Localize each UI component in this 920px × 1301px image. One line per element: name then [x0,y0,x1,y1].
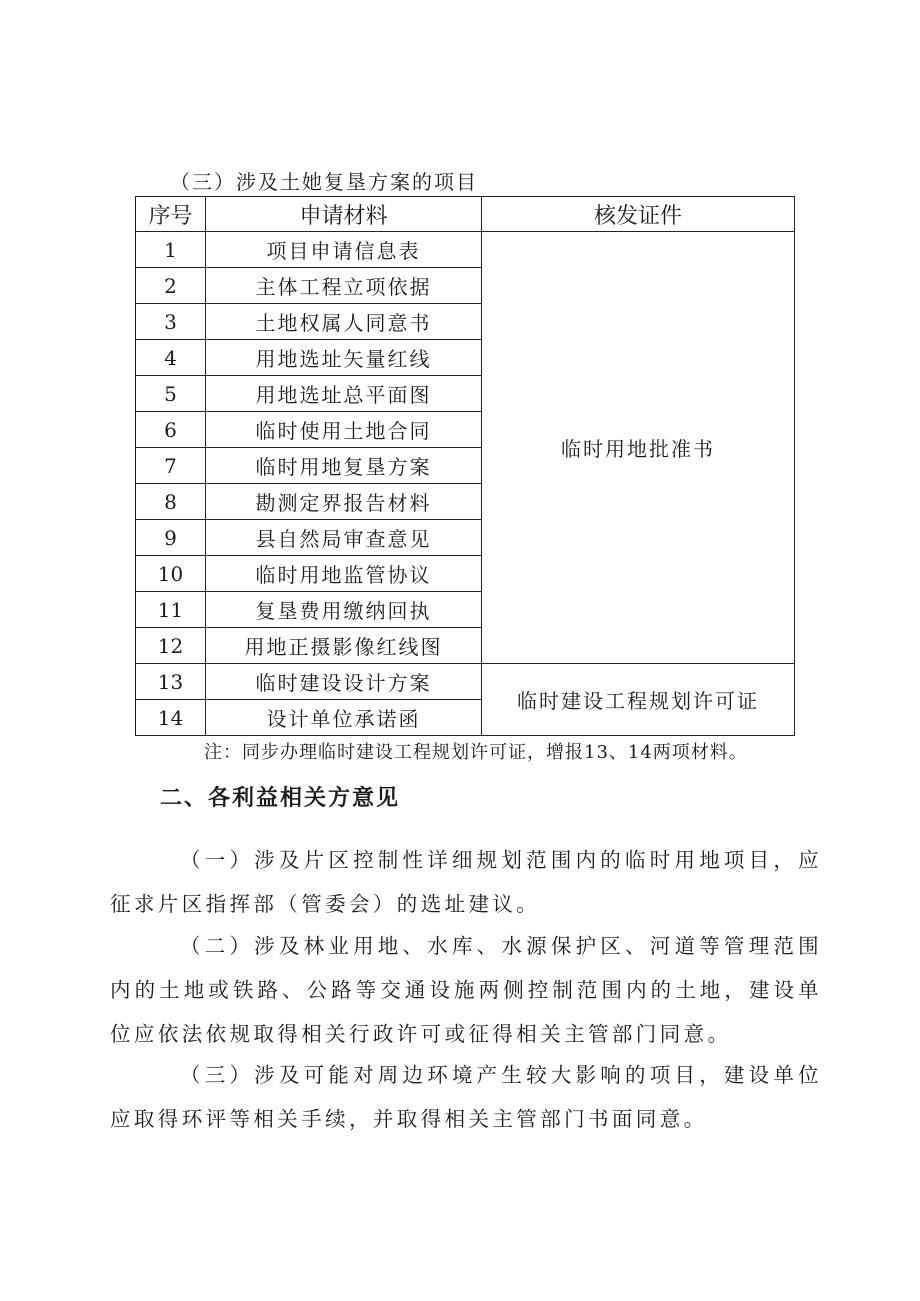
row-material: 用地正摄影像红线图 [206,628,482,664]
section-caption: （三）涉及土她复垦方案的项目 [170,170,478,194]
paragraph-3: （三）涉及可能对周边环境产生较大影响的项目，建设单位应取得环评等相关手续，并取得相关主管部门书面同意。 [110,1062,822,1131]
row-number: 5 [136,376,206,412]
row-number: 6 [136,412,206,448]
row-material: 用地选址矢量红线 [206,340,482,376]
row-number: 3 [136,304,206,340]
row-material: 用地选址总平面图 [206,376,482,412]
table-note: 注：同步办理临时建设工程规划许可证，增报13、14两项材料。 [204,742,748,763]
row-number: 7 [136,448,206,484]
section-heading: 二、各利益相关方意见 [160,786,401,811]
row-material: 临时用地监管协议 [206,556,482,592]
row-number: 11 [136,592,206,628]
certificate-temporary-construction-permit: 临时建设工程规划许可证 [482,664,795,736]
table-row [136,664,795,700]
row-number: 12 [136,628,206,664]
row-material: 主体工程立项依据 [206,268,482,304]
certificate-temporary-land-approval: 临时用地批准书 [482,232,795,664]
row-material: 临时用地复垦方案 [206,448,482,484]
row-material: 临时建设设计方案 [206,664,482,700]
row-number: 4 [136,340,206,376]
row-number: 9 [136,520,206,556]
row-number: 2 [136,268,206,304]
row-material: 临时使用土地合同 [206,412,482,448]
row-number: 10 [136,556,206,592]
row-material: 复垦费用缴纳回执 [206,592,482,628]
row-material: 设计单位承诺函 [206,700,482,736]
paragraph-1: （一）涉及片区控制性详细规划范围内的临时用地项目，应征求片区指挥部（管委会）的选址建议。 [110,847,822,916]
row-material: 县自然局审查意见 [206,520,482,556]
row-number: 8 [136,484,206,520]
table-row [136,232,795,268]
row-number: 13 [136,664,206,700]
header-serial-no: 序号 [136,197,206,232]
header-materials: 申请材料 [206,197,482,232]
paragraph-2: （二）涉及林业用地、水库、水源保护区、河道等管理范围内的土地或铁路、公路等交通设施两侧控制范围内的土地，建设单位应依法依规取得相关行政许可或征得相关主管部门同意。 [110,933,822,1046]
table-header-row [136,197,795,232]
row-material: 勘测定界报告材料 [206,484,482,520]
row-material: 项目申请信息表 [206,232,482,268]
materials-table [135,196,795,736]
row-material: 土地权属人同意书 [206,304,482,340]
row-number: 14 [136,700,206,736]
row-number: 1 [136,232,206,268]
header-certificate: 核发证件 [482,197,795,232]
